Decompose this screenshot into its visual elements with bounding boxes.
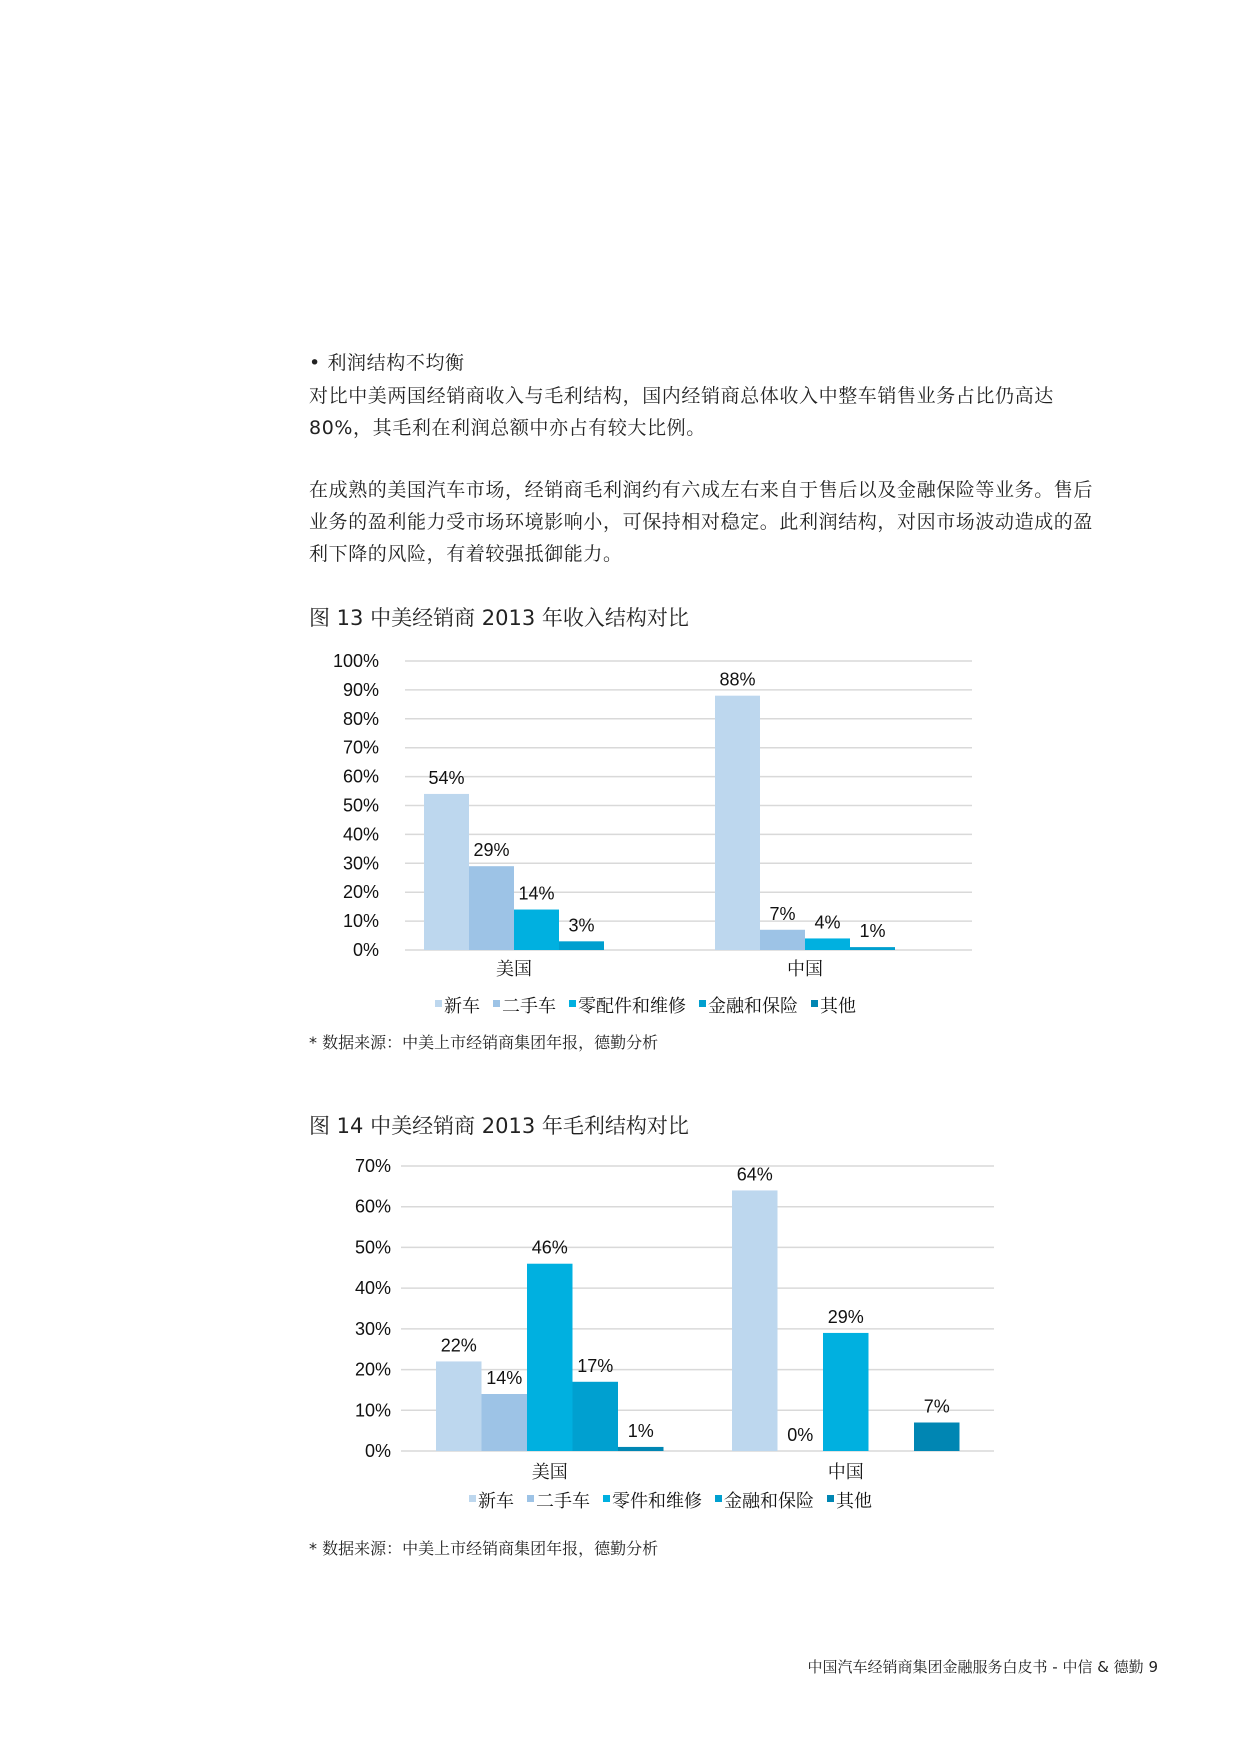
data-label: 1%	[859, 921, 886, 942]
bar-美国-零件和维修	[527, 1264, 573, 1451]
legend-item: 新车	[478, 1491, 514, 1511]
y-tick-label: 30%	[354, 1318, 391, 1339]
data-label: 7%	[769, 903, 796, 924]
data-label: 0%	[787, 1425, 814, 1445]
bar-中国-新车	[732, 1190, 778, 1451]
y-tick-label: 0%	[364, 1441, 391, 1461]
legend-item: 金融和保险	[708, 996, 798, 1016]
legend-item: 金融和保险	[724, 1491, 814, 1511]
legend-item: 其他	[836, 1491, 872, 1511]
y-tick-label: 100%	[332, 651, 379, 671]
data-label: 29%	[473, 840, 510, 861]
y-tick-label: 50%	[354, 1237, 391, 1258]
y-tick-label: 0%	[352, 940, 379, 960]
y-tick-label: 40%	[354, 1278, 391, 1299]
bar-美国-其他	[618, 1447, 664, 1451]
data-label: 1%	[627, 1420, 654, 1441]
paragraph-line: 利下降的风险，有着较强抵御能力。	[309, 543, 623, 565]
data-label: 17%	[577, 1355, 614, 1376]
legend-swatch	[827, 1495, 834, 1502]
data-label: 4%	[814, 912, 841, 933]
x-category-label: 中国	[827, 1462, 864, 1482]
y-tick-label: 90%	[342, 679, 379, 700]
figure-14-title: 图 14 中美经销商 2013 年毛利结构对比	[309, 1114, 689, 1138]
legend-swatch	[715, 1495, 722, 1502]
legend-item: 新车	[444, 996, 480, 1016]
x-category-label: 美国	[496, 959, 532, 979]
y-tick-label: 10%	[342, 911, 379, 932]
figure-13-title: 图 13 中美经销商 2013 年收入结构对比	[309, 606, 689, 630]
data-label: 88%	[719, 669, 756, 690]
y-tick-label: 30%	[342, 853, 379, 874]
legend-item: 二手车	[502, 996, 556, 1016]
y-tick-label: 70%	[342, 737, 379, 758]
y-tick-label: 20%	[354, 1359, 391, 1380]
figure-14-source-note: * 数据来源：中美上市经销商集团年报，德勤分析	[309, 1539, 659, 1558]
legend-swatch	[603, 1495, 610, 1502]
data-label: 46%	[531, 1237, 568, 1258]
legend-swatch	[469, 1495, 476, 1502]
data-label: 22%	[440, 1335, 477, 1356]
data-label: 3%	[568, 915, 595, 936]
legend-item: 其他	[820, 996, 856, 1016]
bar-美国-金融和保险	[573, 1382, 619, 1451]
page-footer: 中国汽车经销商集团金融服务白皮书 - 中信 & 德勤 9	[807, 1658, 1158, 1676]
data-label: 54%	[428, 767, 465, 788]
y-tick-label: 70%	[354, 1156, 391, 1176]
data-label: 14%	[486, 1368, 523, 1388]
bar-美国-二手车	[482, 1394, 528, 1451]
y-tick-label: 20%	[342, 882, 379, 903]
figure-13-source-note: * 数据来源：中美上市经销商集团年报，德勤分析	[309, 1033, 659, 1052]
data-label: 64%	[736, 1164, 773, 1185]
legend-item: 零配件和维修	[578, 996, 686, 1016]
paragraph-line: 对比中美两国经销商收入与毛利结构，国内经销商总体收入中整车销售业务占比仍高达	[309, 385, 1054, 407]
legend-item: 零件和维修	[612, 1491, 702, 1511]
x-category-label: 中国	[787, 959, 823, 979]
paragraph-line: 业务的盈利能力受市场环境影响小，可保持相对稳定。此利润结构，对因市场波动造成的盈	[309, 511, 1094, 533]
y-tick-label: 10%	[354, 1400, 391, 1421]
bar-中国-其他	[914, 1423, 960, 1452]
x-category-label: 美国	[531, 1462, 568, 1482]
paragraph-line: 在成熟的美国汽车市场，经销商毛利润约有六成左右来自于售后以及金融保险等业务。售后	[309, 479, 1094, 501]
section-bullet-heading: • 利润结构不均衡	[309, 352, 465, 374]
legend-swatch	[527, 1495, 534, 1502]
data-label: 7%	[923, 1396, 950, 1417]
bar-中国-零件和维修	[823, 1333, 869, 1451]
bar-美国-新车	[436, 1361, 482, 1451]
legend-item: 二手车	[536, 1491, 590, 1511]
data-label: 29%	[827, 1306, 864, 1327]
y-tick-label: 60%	[342, 766, 379, 787]
paragraph-line: 80%，其毛利在利润总额中亦占有较大比例。	[309, 417, 706, 439]
y-tick-label: 40%	[342, 824, 379, 845]
y-tick-label: 50%	[342, 795, 379, 816]
data-label: 14%	[518, 883, 555, 904]
y-tick-label: 60%	[354, 1196, 391, 1217]
y-tick-label: 80%	[342, 708, 379, 729]
